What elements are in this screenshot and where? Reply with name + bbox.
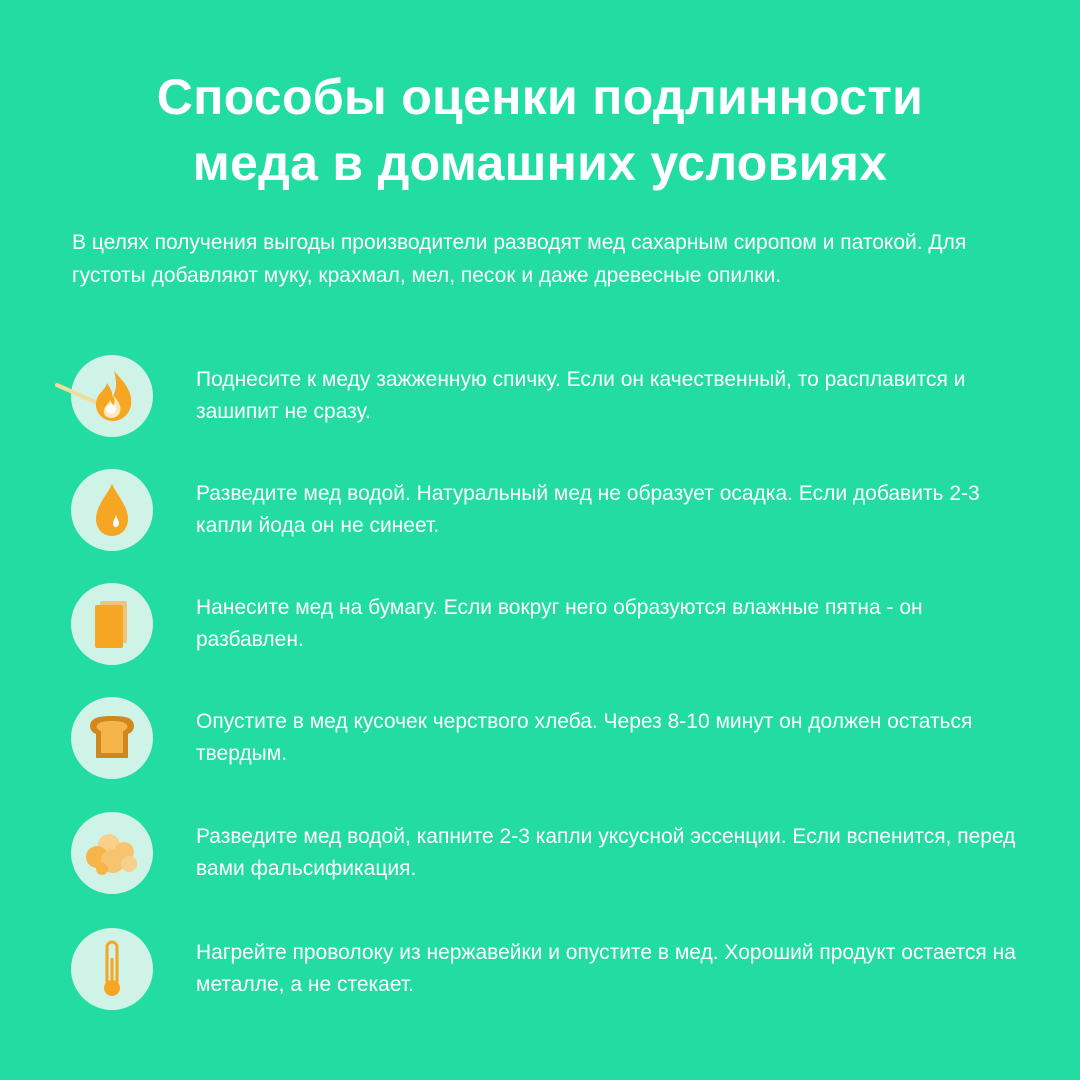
bread-icon	[71, 697, 153, 779]
list-item	[0, 355, 1080, 439]
icon-circle	[71, 469, 153, 551]
paper-icon	[71, 583, 153, 665]
water-drop-icon	[71, 469, 153, 551]
list-item	[0, 583, 1080, 667]
intro-paragraph: В целях получения выгоды производители разводят мед сахарным сиропом и патокой. Для густоты добавляют муку, крахмал, мел, песок и даже древесные опилки.	[72, 231, 967, 287]
icon-circle	[71, 697, 153, 779]
list-item	[0, 928, 1080, 1012]
item-text: Разведите мед водой. Натуральный мед не образует осадка. Если добавить 2-3 капли йода он не синеет.	[196, 482, 980, 537]
list-item	[0, 697, 1080, 781]
foam-icon	[71, 812, 153, 894]
icon-circle	[71, 928, 153, 1010]
item-text: Опустите в мед кусочек черствого хлеба. Через 8-10 минут он должен остаться твердым.	[196, 710, 973, 765]
item-text: Поднесите к меду зажженную спичку. Если он качественный, то расплавится и зашипит не сразу.	[196, 368, 966, 423]
item-text: Нанесите мед на бумагу. Если вокруг него образуются влажные пятна - он разбавлен.	[196, 596, 923, 651]
list-item	[0, 469, 1080, 553]
title-line-1: Способы оценки подлинности	[156, 69, 924, 125]
thermometer-icon	[71, 928, 153, 1010]
icon-circle	[71, 355, 153, 437]
icon-circle	[71, 812, 153, 894]
page-title	[0, 64, 1080, 196]
item-text: Разведите мед водой, капните 2-3 капли уксусной эссенции. Если вспенится, перед вами фальсификация.	[196, 825, 1016, 880]
list-item	[0, 812, 1080, 896]
icon-circle	[71, 583, 153, 665]
title-line-2: меда в домашних условиях	[192, 135, 888, 191]
item-text: Нагрейте проволоку из нержавейки и опустите в мед. Хороший продукт остается на металле, а не стекает.	[196, 941, 1016, 996]
match-flame-icon	[71, 355, 153, 437]
